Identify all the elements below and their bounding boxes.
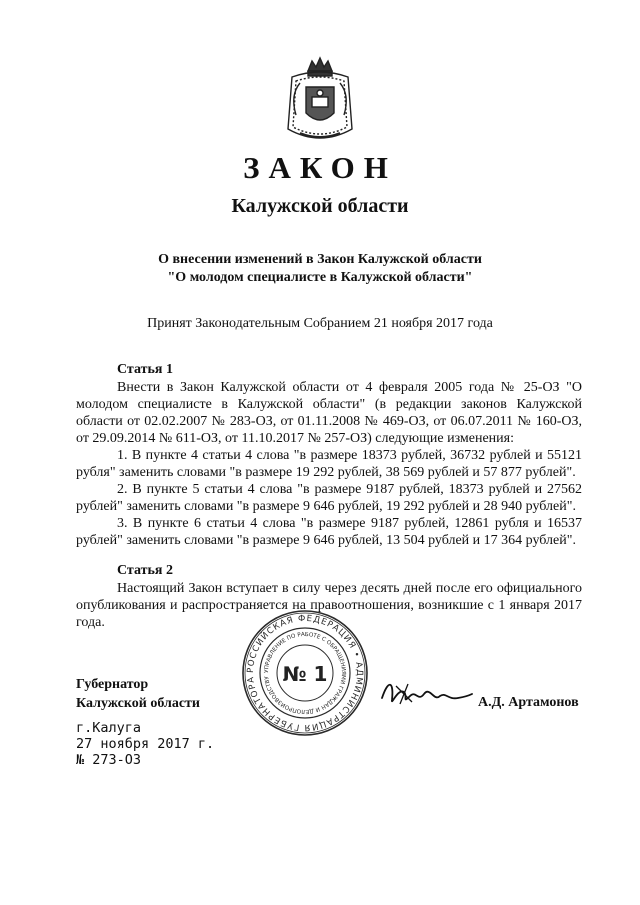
- article-1-intro: Внести в Закон Калужской области от 4 февраля 2005 года № 25-ОЗ "О молодом специалисте в Калужской области" (в редакции законов Калужской области от 02.02.2007 № 283-ОЗ, от 01.11.2008 № 469-ОЗ, от 06.07.2011 № 160-ОЗ, от 29.09.2014 № 611-ОЗ, от 11.10.2017 № 257-ОЗ) следующие изменения:: [76, 380, 582, 446]
- stamp-outer-text: РОССИЙСКАЯ ФЕДЕРАЦИЯ • АДМИНИСТРАЦИЯ ГУБЕРНАТОРА: [245, 613, 365, 733]
- coat-of-arms-icon: [282, 55, 358, 143]
- document-title: ЗАКОН: [243, 150, 397, 185]
- subject-line-2: "О молодом специалисте в Калужской области": [167, 270, 473, 285]
- registration-block: [76, 720, 214, 768]
- governor-position: [76, 675, 200, 713]
- article-1-heading: Статья 1: [117, 362, 173, 377]
- subject-line-1: О внесении изменений в Закон Калужской области: [158, 252, 482, 267]
- stamp-number: № 1: [282, 662, 328, 686]
- article-2-heading: Статья 2: [117, 563, 173, 578]
- article-1-item-2: 2. В пункте 5 статьи 4 слова "в размере 9187 рублей, 18373 рублей и 27562 рублей" заменить словами "в размере 9 646 рублей, 19 292 рублей и 28 940 рублей".: [76, 482, 582, 514]
- stamp-icon: [240, 608, 370, 738]
- registration-number: № 273-ОЗ: [76, 752, 142, 768]
- article-2-text: Настоящий Закон вступает в силу через десять дней после его официального опубликования и распространяется на правоотношения, возникшие с 1 января 2017 года.: [76, 581, 582, 630]
- governor-position-line-1: Губернатор: [76, 677, 149, 692]
- governor-position-line-2: Калужской области: [76, 696, 200, 711]
- adoption-line: Принят Законодательным Собранием 21 ноября 2017 года: [147, 316, 493, 331]
- coat-of-arms-emblem: [282, 55, 358, 143]
- handwritten-signature: [378, 672, 474, 714]
- article-1-item-1: 1. В пункте 4 статьи 4 слова "в размере 18373 рублей, 36732 рублей и 55121 рубля" заменить словами "в размере 19 292 рублей, 38 569 рублей и 57 877 рублей".: [76, 448, 582, 480]
- document-region: Калужской области: [231, 195, 409, 217]
- registration-city: г.Калуга: [76, 720, 142, 736]
- signatory-name: А.Д. Артамонов: [478, 695, 579, 710]
- document-subject: [0, 251, 640, 287]
- signature-icon: [378, 672, 474, 714]
- stamp-inner-text: УПРАВЛЕНИЕ ПО РАБОТЕ С ОБРАЩЕНИЯМИ ГРАЖДАН И ДЕЛОПРОИЗВОДСТВУ: [263, 631, 347, 715]
- registration-date: 27 ноября 2017 г.: [76, 736, 215, 752]
- article-1-item-3: 3. В пункте 6 статьи 4 слова "в размере 9187 рублей, 12861 рубля и 16537 рублей" заменить словами "в размере 9 646 рублей, 13 504 рублей и 17 364 рублей".: [76, 516, 582, 548]
- official-stamp: [240, 608, 370, 738]
